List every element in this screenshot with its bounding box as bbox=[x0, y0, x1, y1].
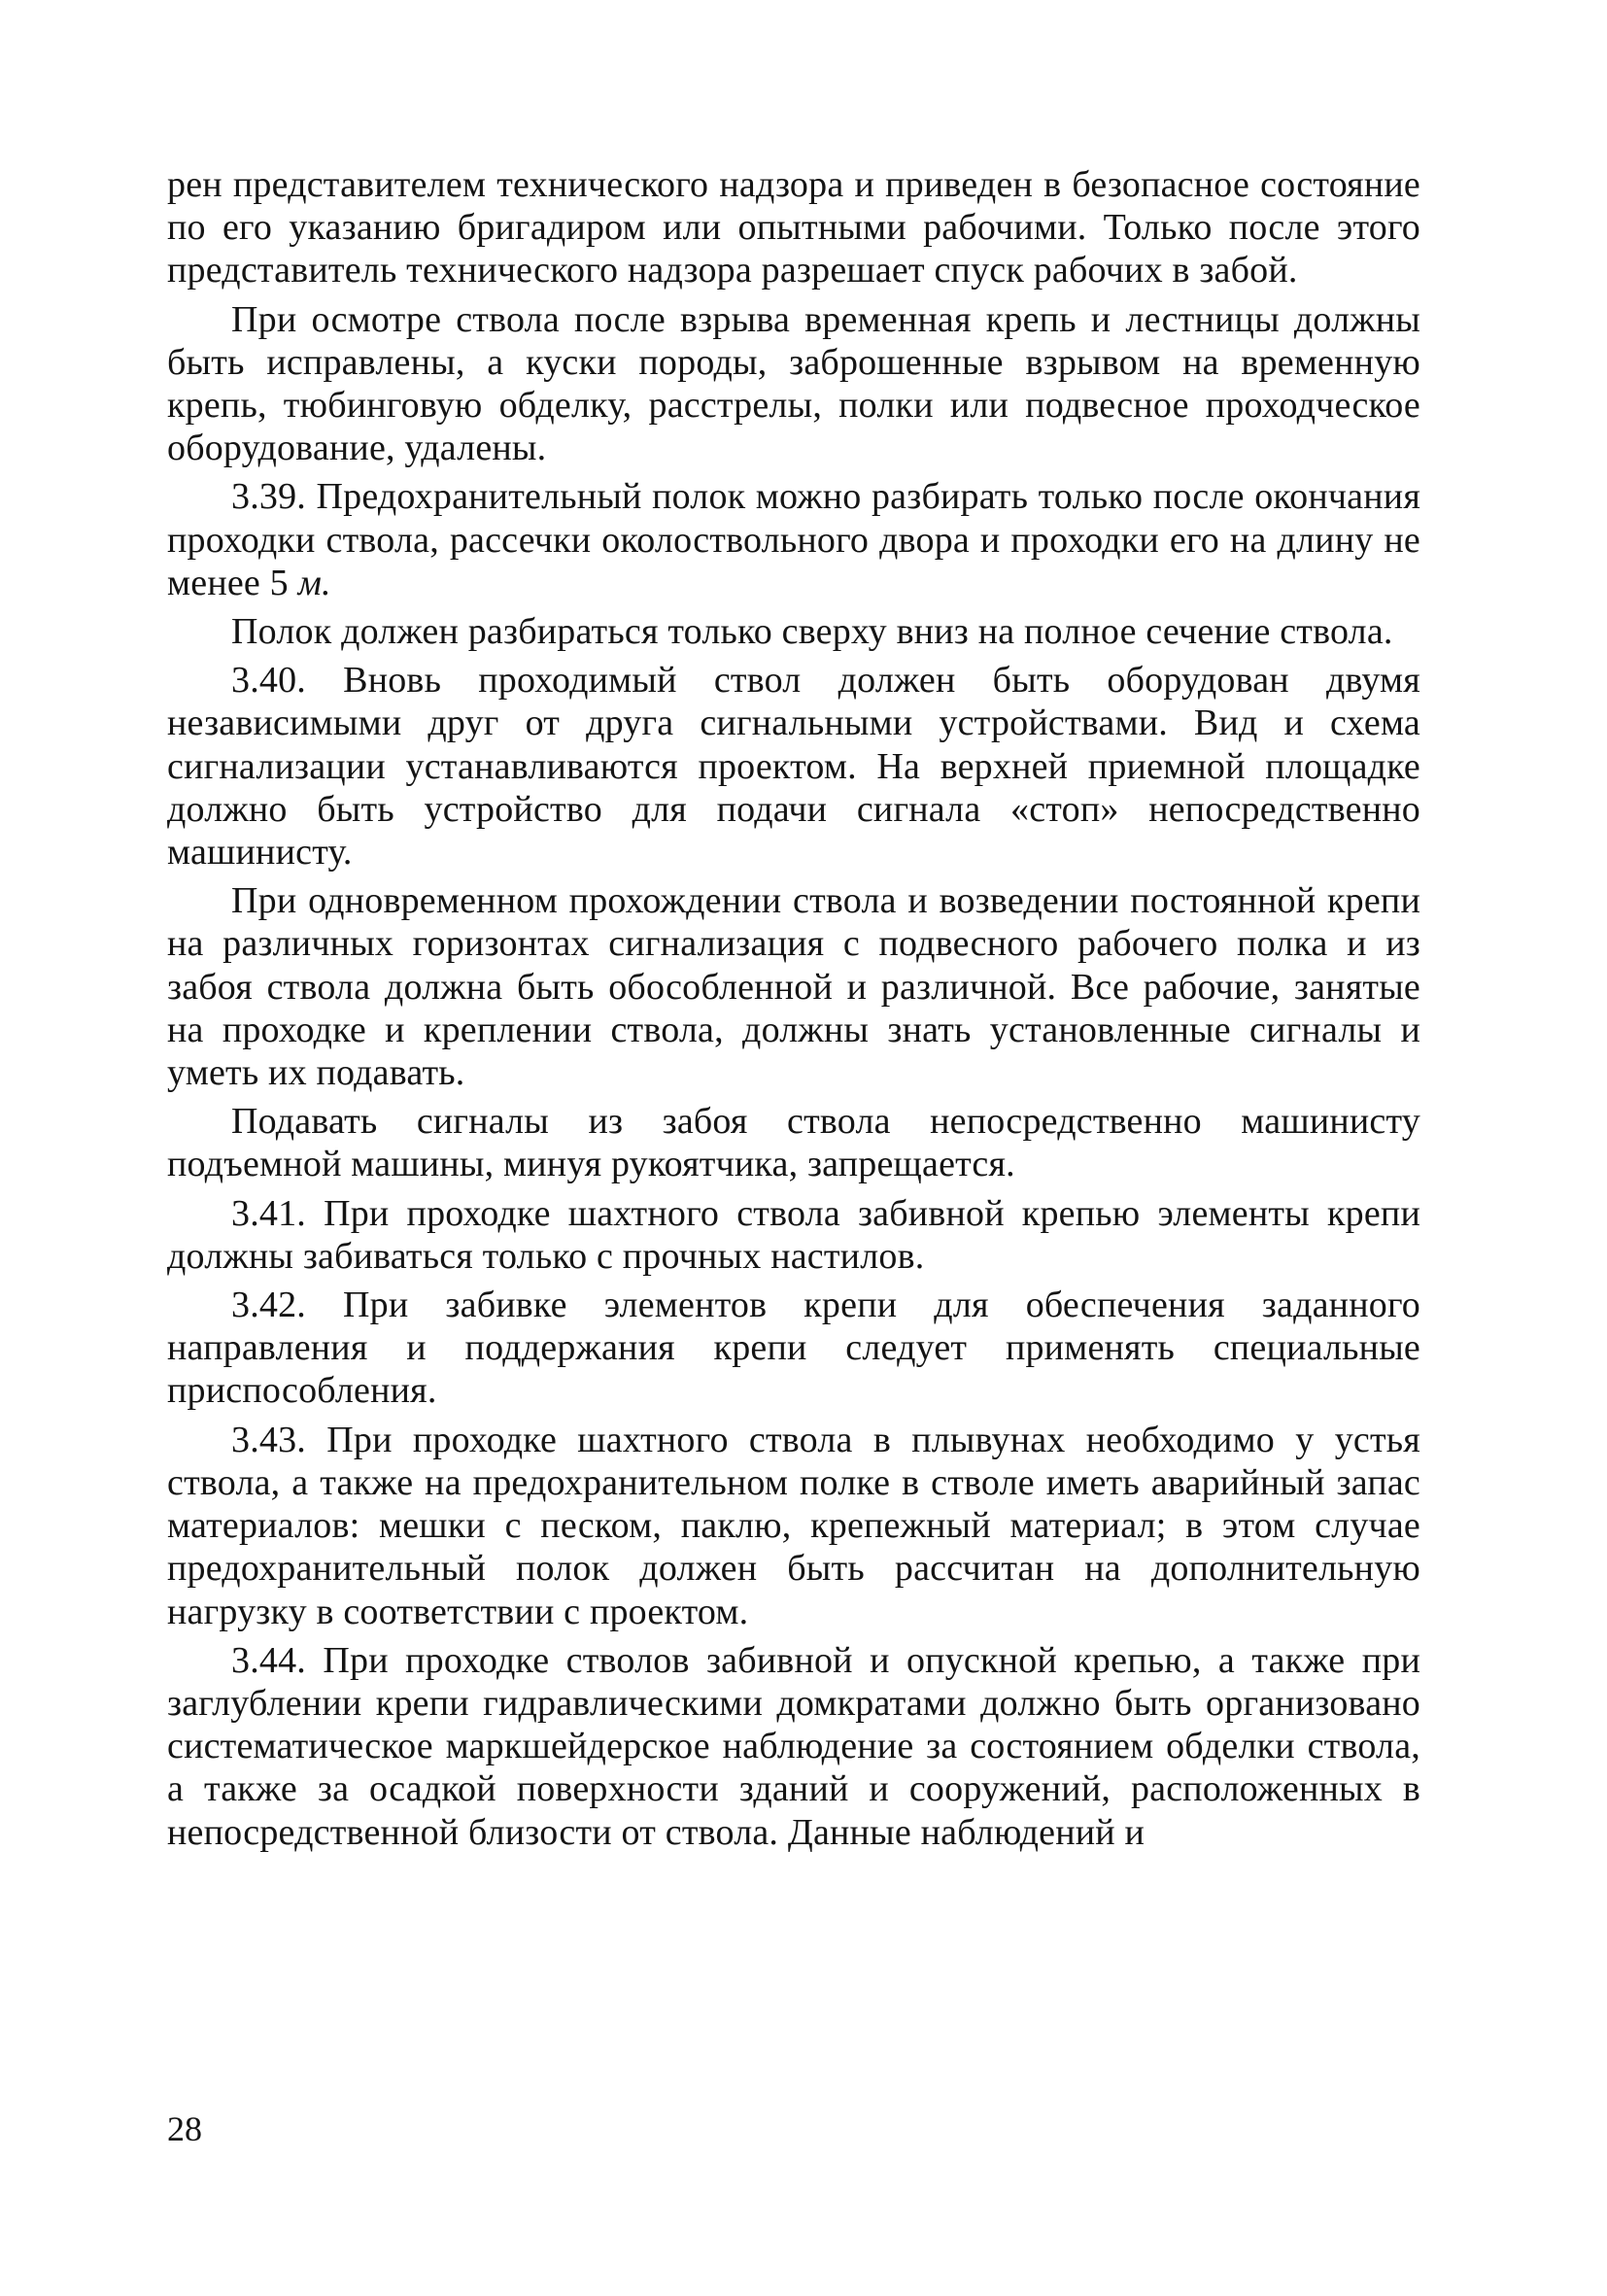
paragraph-3-39 bbox=[167, 475, 1420, 604]
paragraph-3-41: 3.41. При проходке шахтного ствола забивной крепью элементы крепи должны забиваться только с прочных настилов. bbox=[167, 1192, 1420, 1277]
page-number: 28 bbox=[167, 2109, 202, 2148]
paragraph-3-42: 3.42. При забивке элементов крепи для обеспечения заданного направления и поддержания крепи следует применять специальные приспособления. bbox=[167, 1285, 1420, 1412]
paragraph-signal-prohibition: Подавать сигналы из забоя ствола непосредственно машинисту подъемной машины, минуя рукоятчика, запрещается. bbox=[167, 1101, 1420, 1185]
paragraph-shaft-inspection: При осмотре ствола после взрыва временная крепь и лестницы должны быть исправлены, а куски породы, заброшенные взрывом на временную крепь, тюбинговую обделку, расстрелы, полки или подвесное проходческое оборудование, удалены. bbox=[167, 298, 1420, 469]
paragraph-continuation: рен представителем технического надзора и приведен в безопасное состояние по его указанию бригадиром или опытными рабочими. Только после этого представитель технического надзора разрешает спуск рабочих в забой. bbox=[167, 164, 1420, 291]
paragraph-polok-dismantle: Полок должен разбираться только сверху вниз на полное сечение ствола. bbox=[231, 611, 1393, 653]
paragraph-3-40: 3.40. Вновь проходимый ствол должен быть оборудован двумя независимыми друг от друга сигнальными устройствами. Вид и схема сигнализации устанавливаются проектом. На верхней приемной площадке должно быть устройство для подачи сигнала «стоп» непосредственно машинисту. bbox=[167, 660, 1420, 874]
unit-label: м. bbox=[297, 562, 331, 603]
paragraph-3-44: 3.44. При проходке стволов забивной и опускной крепью, а также при заглублении крепи гидравлическими домкратами должно быть организовано систематическое маркшейдерское наблюдение за состоянием обделки ствола, а также за осадкой поверхности зданий и сооружений, расположенных в непосредственной близости от ствола. Данные наблюдений и bbox=[167, 1639, 1420, 1853]
paragraph-3-39-text: 3.39. Предохранительный полок можно разбирать только после окончания проходки ствола, рассечки околоствольного двора и проходки его на длину не менее 5 bbox=[167, 476, 1420, 603]
document-page bbox=[167, 163, 1420, 1860]
paragraph-signaling: При одновременном прохождении ствола и возведении постоянной крепи на различных горизонтах сигнализация с подвесного рабочего полка и из забоя ствола должна быть обособленной и различной. Все рабочие, занятые на проходке и креплении ствола, должны знать установленные сигналы и уметь их подавать. bbox=[167, 880, 1420, 1094]
paragraph-3-43: 3.43. При проходке шахтного ствола в плывунах необходимо у устья ствола, а также на предохранительном полке в стволе иметь аварийный запас материалов: мешки с песком, паклю, крепежный материал; в этом случае предохранительный полок должен быть рассчитан на дополнительную нагрузку в соответствии с проектом. bbox=[167, 1419, 1420, 1632]
